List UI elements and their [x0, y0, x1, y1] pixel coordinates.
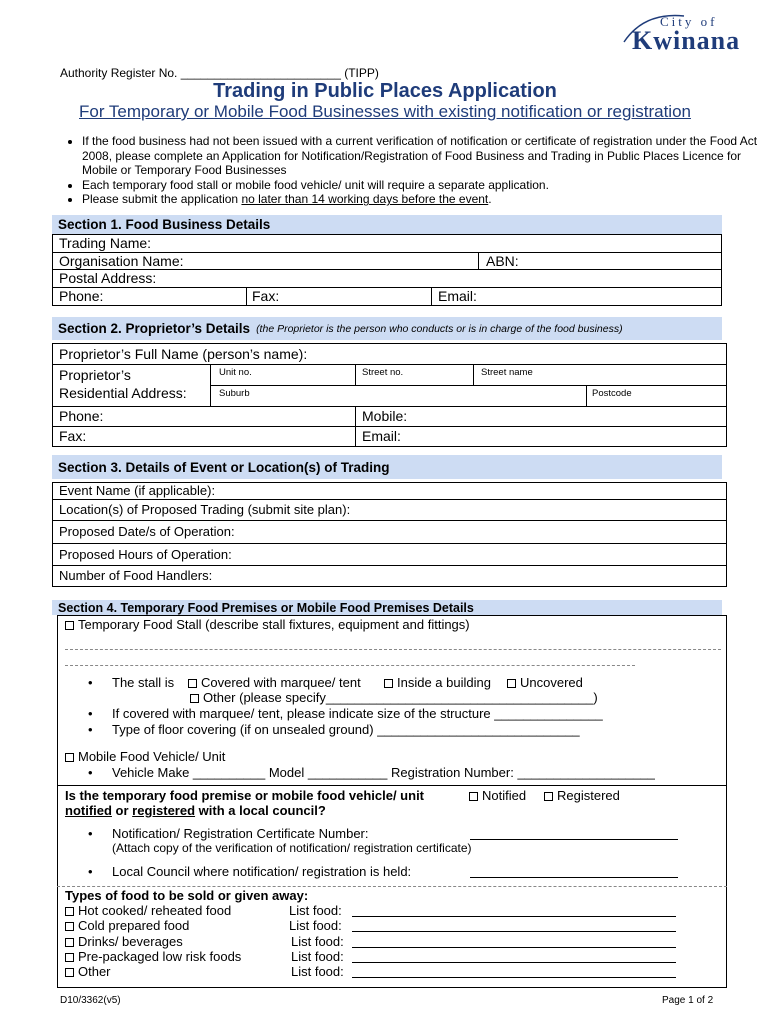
checkbox-icon: [544, 792, 553, 801]
temp-stall-option[interactable]: Temporary Food Stall (describe stall fixtures, equipment and fittings): [65, 617, 470, 632]
document-code: D10/3362(v5): [60, 995, 121, 1006]
unit-no-field[interactable]: Unit no.: [219, 367, 252, 378]
checkbox-icon: [65, 938, 74, 947]
intro-list: [40, 134, 770, 207]
section1-heading: Section 1. Food Business Details: [52, 215, 722, 234]
checkbox-icon: [65, 621, 74, 630]
residential-label-line1: Proprietor’s: [59, 367, 131, 383]
bullet-icon: •: [88, 722, 93, 737]
checkbox-icon: [469, 792, 478, 801]
checkbox-icon: [65, 753, 74, 762]
checkbox-icon: [384, 679, 393, 688]
marquee-size-field[interactable]: If covered with marquee/ tent, please indicate size of the structure _______________: [112, 706, 603, 721]
food-type-cold-prepared[interactable]: Cold prepared food: [65, 918, 189, 933]
proprietor-mobile-field[interactable]: Mobile:: [362, 408, 408, 424]
proprietor-fax-field[interactable]: Fax:: [59, 428, 87, 444]
list-food-label: List food:: [291, 964, 344, 979]
locations-field[interactable]: Location(s) of Proposed Trading (submit site plan):: [59, 502, 351, 517]
cert-number-label: Notification/ Registration Certificate Number:: [112, 826, 369, 841]
list-food-label: List food:: [289, 918, 342, 933]
hours-field[interactable]: Proposed Hours of Operation:: [59, 547, 232, 562]
bullet-icon: •: [88, 675, 93, 690]
fax-field[interactable]: Fax:: [252, 288, 280, 304]
checkbox-icon: [507, 679, 516, 688]
page-title: Trading in Public Places Application: [213, 80, 557, 102]
inside-building-option[interactable]: Inside a building: [384, 675, 491, 690]
logo-small-text: City of: [660, 14, 718, 29]
bullet-icon: •: [88, 765, 93, 780]
list-food-input[interactable]: [352, 962, 676, 963]
mobile-vehicle-option[interactable]: Mobile Food Vehicle/ Unit: [65, 749, 225, 764]
list-food-label: List food:: [291, 949, 344, 964]
list-food-input[interactable]: [352, 947, 676, 948]
section3-heading: Section 3. Details of Event or Location(s) of Trading: [52, 455, 722, 479]
stall-is-label: The stall is: [112, 675, 175, 690]
bullet-icon: •: [88, 706, 93, 721]
bullet-icon: •: [88, 864, 93, 879]
email-field[interactable]: Email:: [438, 288, 477, 304]
checkbox-icon: [190, 694, 199, 703]
registration-question-line1: Is the temporary food premise or mobile food vehicle/ unit: [65, 788, 425, 803]
authority-register-label: Authority Register No. ________________________ (TIPP): [60, 66, 379, 80]
list-food-input[interactable]: [352, 916, 676, 917]
attach-copy-note: (Attach copy of the verification of notification/ registration certificate): [112, 841, 472, 855]
proprietor-email-field[interactable]: Email:: [362, 428, 401, 444]
street-no-field[interactable]: Street no.: [362, 367, 404, 378]
logo-big-text: Kwinana: [632, 26, 741, 55]
notified-option[interactable]: Notified: [469, 788, 526, 803]
section4-heading: Section 4. Temporary Food Premises or Mobile Food Premises Details: [52, 600, 722, 615]
covered-marquee-option[interactable]: Covered with marquee/ tent: [188, 675, 361, 690]
dates-field[interactable]: Proposed Date/s of Operation:: [59, 524, 235, 539]
residential-label-line2: Residential Address:: [59, 385, 187, 401]
intro-bullet: • Please submit the application no later than 14 working days before the event.: [82, 192, 770, 207]
food-handlers-field[interactable]: Number of Food Handlers:: [59, 568, 213, 583]
checkbox-icon: [188, 679, 197, 688]
food-types-heading: Types of food to be sold or given away:: [65, 888, 309, 903]
bullet-icon: •: [88, 826, 93, 841]
registration-question-line2: notified or registered with a local council?: [65, 803, 326, 818]
vehicle-details-field[interactable]: Vehicle Make __________ Model ___________ Registration Number: ___________________: [112, 765, 655, 780]
phone-field[interactable]: Phone:: [59, 288, 104, 304]
postal-address-field[interactable]: Postal Address:: [59, 270, 157, 286]
proprietor-full-name-field[interactable]: Proprietor’s Full Name (person’s name):: [59, 346, 308, 362]
organisation-name-field[interactable]: Organisation Name:: [59, 253, 184, 269]
checkbox-icon: [65, 968, 74, 977]
page-subtitle: For Temporary or Mobile Food Businesses with existing notification or registration: [79, 102, 691, 121]
postcode-field[interactable]: Postcode: [592, 388, 632, 399]
page-number: Page 1 of 2: [662, 995, 714, 1006]
section2-heading: Section 2. Proprietor’s Details (the Proprietor is the person who conducts or is in charge of the food business): [52, 317, 722, 340]
food-type-hot-cooked[interactable]: Hot cooked/ reheated food: [65, 903, 231, 918]
suburb-field[interactable]: Suburb: [219, 388, 250, 399]
food-type-other[interactable]: Other: [65, 964, 111, 979]
intro-bullet: • If the food business had not been issued with a current verification of notification or certificate of registration under the Food Act 2008, please complete an Application for Notification/Registration of Food Business and Trading in Public Places Licence for Mobile or Temporary Food Businesses: [82, 134, 770, 178]
city-logo: [612, 12, 752, 60]
list-food-label: List food:: [291, 934, 344, 949]
food-type-drinks[interactable]: Drinks/ beverages: [65, 934, 183, 949]
cert-number-input[interactable]: [470, 839, 678, 840]
event-name-field[interactable]: Event Name (if applicable):: [59, 483, 216, 498]
trading-name-field[interactable]: Trading Name:: [59, 235, 152, 251]
list-food-label: List food:: [289, 903, 342, 918]
checkbox-icon: [65, 953, 74, 962]
list-food-input[interactable]: [352, 977, 676, 978]
floor-covering-field[interactable]: Type of floor covering (if on unsealed ground) ____________________________: [112, 722, 580, 737]
street-name-field[interactable]: Street name: [481, 367, 533, 378]
checkbox-icon: [65, 922, 74, 931]
list-food-input[interactable]: [352, 931, 676, 932]
registered-option[interactable]: Registered: [544, 788, 620, 803]
checkbox-icon: [65, 907, 74, 916]
other-specify-option[interactable]: Other (please specify_____________________________________): [190, 690, 598, 705]
proprietor-phone-field[interactable]: Phone:: [59, 408, 104, 424]
uncovered-option[interactable]: Uncovered: [507, 675, 583, 690]
intro-bullet: • Each temporary food stall or mobile food vehicle/ unit will require a separate application.: [82, 178, 770, 193]
local-council-input[interactable]: [470, 877, 678, 878]
abn-field[interactable]: ABN:: [486, 253, 519, 269]
local-council-label: Local Council where notification/ registration is held:: [112, 864, 412, 879]
food-type-prepackaged[interactable]: Pre-packaged low risk foods: [65, 949, 241, 964]
